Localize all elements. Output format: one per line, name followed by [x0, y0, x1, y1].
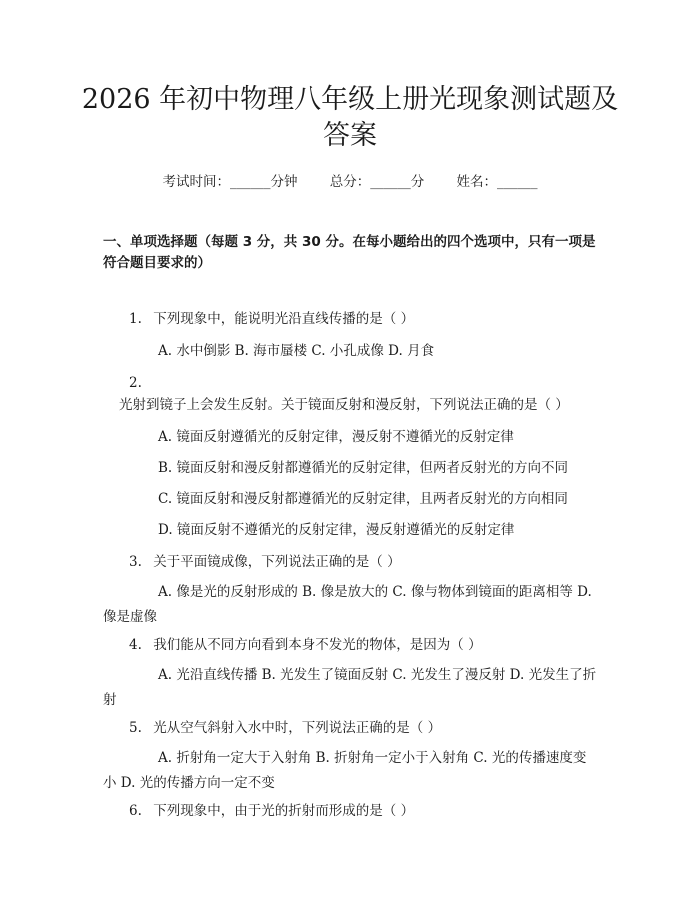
question-5-options: A. 折射角一定大于入射角 B. 折射角一定小于入射角 C. 光的传播速度变小 D. 光的传播方向一定不变	[103, 750, 587, 791]
question-1-options: A. 水中倒影 B. 海市蜃楼 C. 小孔成像 D. 月食	[158, 343, 435, 359]
question-stem: 下列现象中，由于光的折射而形成的是（ ）	[153, 803, 415, 819]
question-number: 3.	[129, 554, 142, 570]
question-2-option-d: D. 镜面反射不遵循光的反射定律，漫反射遵循光的反射定律	[158, 522, 515, 538]
total-score-field: 总分：______分	[329, 174, 425, 190]
question-3-options: A. 像是光的反射形成的 B. 像是放大的 C. 像与物体到镜面的距离相等 D. 像是虚像	[103, 584, 592, 625]
question-stem: 关于平面镜成像，下列说法正确的是（ ）	[153, 554, 401, 570]
question-6	[103, 800, 598, 822]
question-stem: 下列现象中，能说明光沿直线传播的是（ ）	[153, 311, 415, 327]
question-number: 2.	[129, 375, 142, 391]
question-3	[103, 551, 598, 573]
question-number: 5.	[129, 720, 142, 736]
question-number: 4.	[129, 637, 142, 653]
student-name-field: 姓名：______	[456, 174, 538, 190]
exam-time-field: 考试时间：______分钟	[162, 174, 298, 190]
question-2-option-c: C. 镜面反射和漫反射都遵循光的反射定律，且两者反射光的方向相同	[158, 491, 568, 507]
exam-info	[0, 170, 700, 190]
question-2-option-b: B. 镜面反射和漫反射都遵循光的反射定律，但两者反射光的方向不同	[158, 460, 569, 476]
question-stem: 光从空气斜射入水中时，下列说法正确的是（ ）	[153, 720, 442, 736]
question-stem: 光射到镜子上会发生反射。关于镜面反射和漫反射，下列说法正确的是（ ）	[119, 397, 569, 413]
question-1	[103, 308, 598, 330]
question-5	[103, 717, 598, 739]
question-number: 1.	[129, 311, 142, 327]
section-heading-single-choice: 一、单项选择题（每题 3 分，共 30 分。在每小题给出的四个选项中，只有一项是符合题目要求的）	[103, 234, 596, 271]
question-number: 6.	[129, 803, 142, 819]
question-4-options: A. 光沿直线传播 B. 光发生了镜面反射 C. 光发生了漫反射 D. 光发生了折射	[103, 667, 597, 708]
document-title: 2026 年初中物理八年级上册光现象测试题及答案	[81, 84, 619, 151]
question-4	[103, 634, 598, 656]
question-2	[103, 372, 598, 416]
question-2-option-a: A. 镜面反射遵循光的反射定律，漫反射不遵循光的反射定律	[158, 429, 514, 445]
question-stem: 我们能从不同方向看到本身不发光的物体，是因为（ ）	[153, 637, 482, 653]
